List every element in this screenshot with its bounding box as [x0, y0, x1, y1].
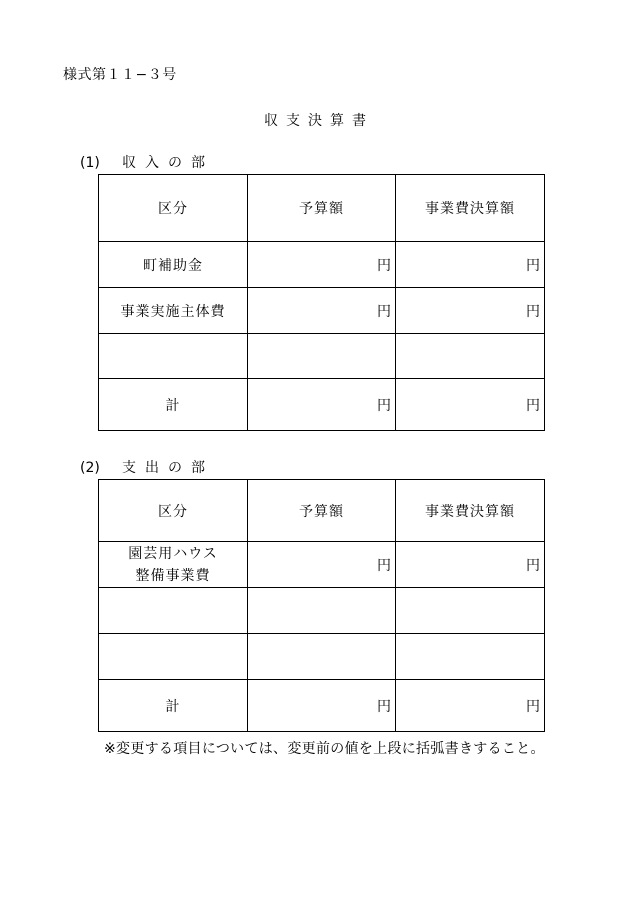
expense-col-category: 区分: [99, 480, 248, 542]
expense-row-label-line1: 園芸用ハウス: [128, 545, 218, 562]
income-row-implementer-cost: [99, 288, 545, 334]
income-section-number: (1): [80, 155, 100, 171]
income-settlement-cell: 円: [396, 288, 545, 334]
income-table: [98, 174, 545, 431]
income-row-label: 町補助金: [99, 242, 248, 288]
income-col-category: 区分: [99, 175, 248, 242]
income-header-row: [99, 175, 545, 242]
expense-settlement-cell: 円: [396, 542, 545, 588]
expense-settlement-cell: [396, 634, 545, 680]
expense-header-row: [99, 480, 545, 542]
expense-row-label: [99, 588, 248, 634]
expense-budget-cell: 円: [248, 542, 396, 588]
expense-row-label: [99, 542, 248, 588]
expense-settlement-cell: [396, 588, 545, 634]
income-total-settlement: 円: [396, 379, 545, 431]
expense-budget-cell: [248, 634, 396, 680]
income-row-label: [99, 334, 248, 379]
expense-section-name: 支出の部: [122, 460, 214, 476]
expense-total-row: [99, 680, 545, 732]
expense-section-heading: [80, 458, 214, 478]
expense-table: [98, 479, 545, 732]
expense-col-budget: 予算額: [248, 480, 396, 542]
income-col-settlement: 事業費決算額: [396, 175, 545, 242]
expense-row-label-line2: 整備事業費: [135, 567, 211, 584]
income-col-budget: 予算額: [248, 175, 396, 242]
income-settlement-cell: [396, 334, 545, 379]
income-total-label: 計: [99, 379, 248, 431]
expense-row-blank: [99, 634, 545, 680]
document-title: 収支決算書: [264, 113, 374, 129]
income-row-label: 事業実施主体費: [99, 288, 248, 334]
income-total-row: [99, 379, 545, 431]
income-budget-cell: [248, 334, 396, 379]
income-row-blank: [99, 334, 545, 379]
expense-row-greenhouse: [99, 542, 545, 588]
income-row-town-subsidy: [99, 242, 545, 288]
expense-total-settlement: 円: [396, 680, 545, 732]
income-section-heading: [80, 153, 214, 173]
income-budget-cell: 円: [248, 288, 396, 334]
expense-total-label: 計: [99, 680, 248, 732]
income-settlement-cell: 円: [396, 242, 545, 288]
income-total-budget: 円: [248, 379, 396, 431]
expense-row-label: [99, 634, 248, 680]
expense-col-settlement: 事業費決算額: [396, 480, 545, 542]
expense-section-number: (2): [80, 460, 100, 476]
expense-budget-cell: [248, 588, 396, 634]
footnote: ※変更する項目については、変更前の値を上段に括弧書きすること。: [104, 741, 545, 757]
income-section-name: 収入の部: [122, 155, 214, 171]
expense-total-budget: 円: [248, 680, 396, 732]
expense-row-blank: [99, 588, 545, 634]
income-budget-cell: 円: [248, 242, 396, 288]
form-number: 様式第１１−３号: [63, 67, 177, 83]
